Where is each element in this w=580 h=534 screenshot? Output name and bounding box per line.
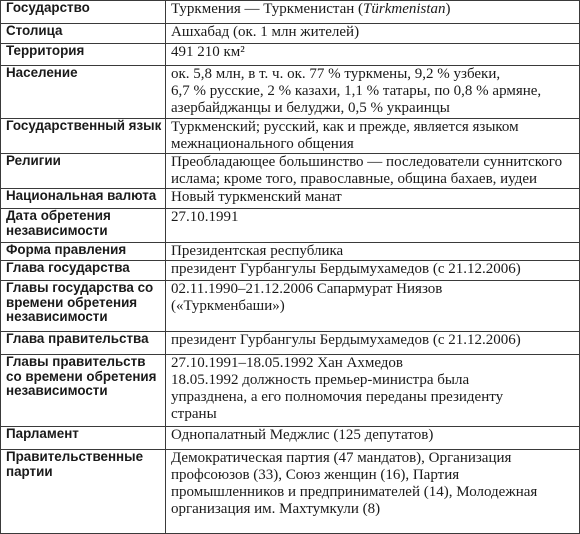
row-value	[166, 119, 580, 154]
label-line: Главы правительств	[6, 354, 146, 369]
table-row	[1, 209, 580, 243]
label-line: Форма правления	[6, 242, 127, 257]
value-line: Президентская республика	[171, 243, 344, 259]
label-line: Глава государства	[6, 260, 130, 275]
label-line: Национальная валюта	[6, 188, 157, 203]
table-row	[1, 1, 580, 24]
value-line: Туркменский; русский, как и прежде, является языком	[171, 119, 519, 135]
row-value	[166, 261, 580, 281]
value-line: упразднена, а его полномочия переданы президенту	[171, 389, 504, 405]
value-line: промышленников и предпринимателей (14), Молодежная	[171, 484, 538, 500]
value-line: 18.05.1992 должность премьер-министра была	[171, 372, 470, 388]
value-line: ислама; кроме того, православные, община бахаев, иудеи	[171, 171, 538, 187]
table-row	[1, 355, 580, 427]
label-line: партии	[6, 463, 53, 479]
row-value	[166, 24, 580, 44]
table-row	[1, 66, 580, 119]
value-line: страны	[171, 406, 217, 422]
value-line: («Туркменбаши»)	[171, 298, 285, 314]
value-line: организация им. Махтумкули (8)	[171, 501, 381, 517]
table-row	[1, 24, 580, 44]
row-value	[166, 281, 580, 332]
row-value	[166, 44, 580, 66]
row-label	[1, 261, 166, 281]
label-line: Правительственные	[6, 449, 144, 464]
label-line: со времени обретения	[6, 368, 157, 384]
value-line: ок. 5,8 млн, в т. ч. ок. 77 % туркмены, 9,2 % узбеки,	[171, 66, 501, 82]
row-label	[1, 44, 166, 66]
row-value	[166, 66, 580, 119]
label-line: Главы государства со	[6, 280, 154, 295]
value-text-italic: Türkmenistan	[363, 1, 446, 17]
row-value	[166, 450, 580, 534]
row-label	[1, 119, 166, 154]
table-row	[1, 450, 580, 534]
value-line: 491 210 км²	[171, 44, 245, 60]
row-label	[1, 355, 166, 427]
table-row	[1, 243, 580, 261]
row-value	[166, 189, 580, 209]
label-line: независимости	[6, 309, 108, 325]
row-label	[1, 332, 166, 355]
label-line: времени обретения	[6, 294, 138, 310]
label-line: Население	[6, 65, 78, 80]
row-value	[166, 427, 580, 450]
label-line: Религии	[6, 153, 61, 168]
value-line: президент Гурбангулы Бердымухамедов (с 21.12.2006)	[171, 261, 521, 277]
row-label	[1, 209, 166, 243]
row-label	[1, 281, 166, 332]
value-line: Преобладающее большинство — последователи суннитского	[171, 154, 563, 170]
value-line: 27.10.1991–18.05.1992 Хан Ахмедов	[171, 355, 404, 371]
row-label	[1, 24, 166, 44]
row-value	[166, 154, 580, 189]
row-label	[1, 1, 166, 24]
table-row	[1, 281, 580, 332]
table-row	[1, 154, 580, 189]
value-line: президент Гурбангулы Бердымухамедов (с 21.12.2006)	[171, 332, 521, 348]
value-line: азербайджанцы и белуджи, 0,5 % украинцы	[171, 100, 450, 116]
value-line: межнационального общения	[171, 136, 354, 152]
row-value	[166, 209, 580, 243]
table-row	[1, 119, 580, 154]
label-line: Территория	[6, 43, 85, 58]
value-line: 27.10.1991	[171, 209, 239, 225]
value-line	[171, 1, 575, 18]
value-line: Ашхабад (ок. 1 млн жителей)	[171, 24, 360, 40]
label-line: Столица	[6, 23, 63, 38]
row-label	[1, 243, 166, 261]
row-label	[1, 189, 166, 209]
table-row	[1, 44, 580, 66]
row-label	[1, 427, 166, 450]
value-line: Новый туркменский манат	[171, 189, 342, 205]
label-line: Парламент	[6, 426, 79, 441]
value-line: 02.11.1990–21.12.2006 Сапармурат Ниязов	[171, 281, 443, 297]
value-line: профсоюзов (33), Союз женщин (16), Партия	[171, 467, 460, 483]
row-value	[166, 243, 580, 261]
row-value	[166, 355, 580, 427]
label-line: независимости	[6, 222, 108, 238]
row-value	[166, 1, 580, 24]
label-line: Государство	[6, 0, 90, 15]
value-text: )	[445, 1, 451, 17]
label-line: Дата обретения	[6, 208, 111, 223]
value-line: Демократическая партия (47 мандатов), Организация	[171, 450, 512, 466]
label-line: Государственный язык	[6, 118, 162, 133]
label-line: независимости	[6, 383, 108, 399]
row-label	[1, 66, 166, 119]
row-label	[1, 154, 166, 189]
value-line: 6,7 % русские, 2 % казахи, 1,1 % татары, по 0,8 % армяне,	[171, 83, 542, 99]
row-label	[1, 450, 166, 534]
row-value	[166, 332, 580, 355]
value-text: Туркмения — Туркменистан (	[171, 1, 364, 17]
table-row	[1, 189, 580, 209]
table-row	[1, 261, 580, 281]
label-line: Глава правительства	[6, 331, 149, 346]
table-row	[1, 332, 580, 355]
value-line: Однопалатный Меджлис (125 депутатов)	[171, 427, 434, 443]
table-row	[1, 427, 580, 450]
